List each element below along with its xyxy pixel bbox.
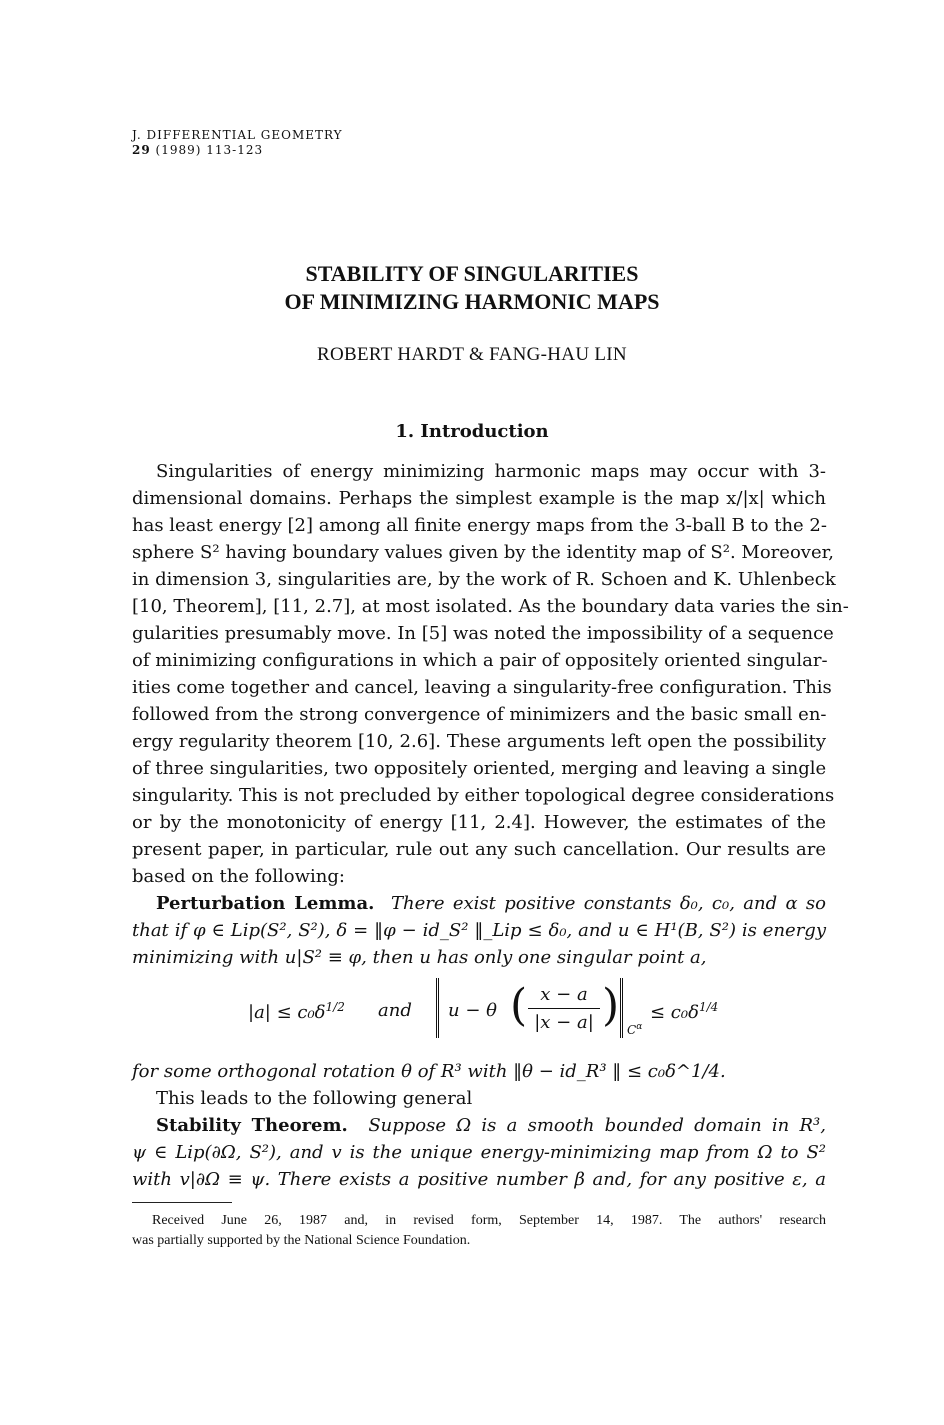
introduction-paragraph (132, 458, 849, 890)
intro-line: gularities presumably move. In [5] was noted the impossibility of a sequence (132, 623, 834, 644)
lemma-line-1 (132, 890, 826, 917)
formula-and: and (378, 1000, 412, 1021)
intro-line: of minimizing configurations in which a pair of oppositely oriented singular- (132, 650, 828, 671)
intro-line: has least energy [2] among all finite energy maps from the 3-ball B to the 2- (132, 515, 827, 536)
intro-line: based on the following: (132, 866, 345, 887)
intro-line: dimensional domains. Perhaps the simplest example is the map x/|x| which (132, 488, 826, 509)
intro-line: ities come together and cancel, leaving a singularity-free configuration. This (132, 677, 832, 698)
authors: ROBERT HARDT & FANG-HAU LIN (317, 344, 627, 365)
norm-bar-right (620, 978, 623, 1038)
display-formula (248, 978, 728, 1042)
footnote-line-1: Received June 26, 1987 and, in revised form, September 14, 1987. The authors' research (152, 1213, 826, 1228)
lemma-text-1: There exist positive constants δ₀, c₀, and α so (391, 893, 826, 914)
footnote-rule (132, 1202, 232, 1203)
theorem-line-1 (132, 1112, 826, 1139)
after-formula-line: for some orthogonal rotation θ of R³ with ‖θ − id_R³ ‖ ≤ c₀δ^1/4. (132, 1061, 726, 1082)
intro-line: or by the monotonicity of energy [11, 2.4]. However, the estimates of the (132, 812, 826, 833)
paper-title (0, 260, 944, 316)
lemma-name: Perturbation Lemma. (156, 893, 375, 914)
intro-line: followed from the strong convergence of minimizers and the basic small en- (132, 704, 827, 725)
journal-name: J. DIFFERENTIAL GEOMETRY (132, 128, 343, 142)
journal-header (132, 128, 343, 158)
paren-left: ( (510, 980, 528, 1031)
norm-bar-left (436, 978, 439, 1038)
perturbation-lemma (132, 890, 826, 971)
theorem-name: Stability Theorem. (156, 1115, 348, 1136)
fraction-numerator: x − a (540, 984, 588, 1005)
norm-subscript: $C^\alpha$ (627, 1022, 643, 1037)
formula-right-exponent: 1/4 (698, 1000, 719, 1014)
intro-line: sphere S² having boundary values given by the identity map of S². Moreover, (132, 542, 834, 563)
theorem-line-3: with v|∂Ω ≡ ψ. There exists a positive number β and, for any positive ε, a (132, 1169, 826, 1190)
formula-u-minus: u − θ (448, 1000, 497, 1021)
formula-left: $|a| \le c_0\delta^{1/2}$ (248, 1000, 345, 1023)
theorem-block (132, 1058, 826, 1193)
intro-line: [10, Theorem], [11, 2.7], at most isolated. As the boundary data varies the sin- (132, 596, 849, 617)
formula-right: ≤ $c_0\delta^{1/4}$ (650, 1000, 719, 1023)
leads-line: This leads to the following general (156, 1088, 473, 1109)
theorem-line-2: ψ ∈ Lip(∂Ω, S²), and v is the unique energy-minimizing map from Ω to S² (132, 1142, 826, 1163)
lemma-line-3: minimizing with u|S² ≡ φ, then u has only one singular point a, (132, 947, 707, 968)
intro-line: present paper, in particular, rule out any such cancellation. Our results are (132, 839, 826, 860)
fraction-bar (528, 1008, 600, 1009)
intro-line: of three singularities, two oppositely oriented, merging and leaving a single (132, 758, 827, 779)
lemma-line-2: that if φ ∈ Lip(S², S²), δ = ‖φ − id_S² ‖_Lip ≤ δ₀, and u ∈ H¹(B, S²) is energy (132, 920, 826, 941)
paren-right: ) (602, 980, 620, 1031)
intro-line: ergy regularity theorem [10, 2.6]. These arguments left open the possibility (132, 731, 826, 752)
intro-line: Singularities of energy minimizing harmonic maps may occur with 3- (156, 461, 826, 482)
fraction-denominator: |x − a| (534, 1012, 594, 1033)
journal-volume: 29 (132, 143, 151, 157)
title-line-2: OF MINIMIZING HARMONIC MAPS (284, 289, 660, 314)
journal-volume-line (132, 143, 343, 158)
title-line-1: STABILITY OF SINGULARITIES (305, 261, 639, 286)
footnote-line-2: was partially supported by the National Science Foundation. (132, 1233, 471, 1248)
section-heading: 1. Introduction (395, 421, 549, 442)
footnote (132, 1211, 826, 1251)
intro-line: singularity. This is not precluded by either topological degree considerations (132, 785, 835, 806)
journal-year-pages: (1989) 113-123 (155, 143, 264, 157)
formula-left-exponent: 1/2 (325, 1000, 345, 1014)
intro-line: in dimension 3, singularities are, by the work of R. Schoen and K. Uhlenbeck (132, 569, 836, 590)
theorem-text-1: Suppose Ω is a smooth bounded domain in R³, (368, 1115, 826, 1136)
